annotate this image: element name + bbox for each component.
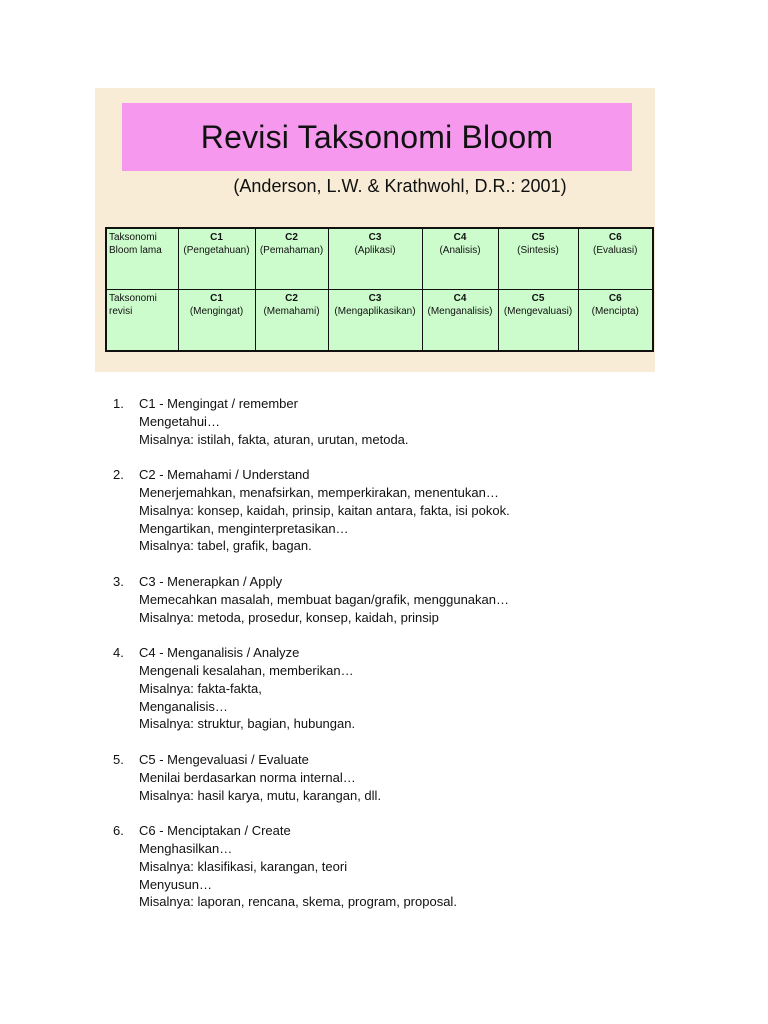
row-header [106,228,178,290]
list-item-line: Mengetahui… [139,413,220,429]
list-item-heading: C6 - Menciptakan / Create [139,823,291,839]
level-code: C6 [608,232,622,243]
list-item-line: Misalnya: tabel, grafik, bagan. [139,538,312,554]
level-code: C1 [210,293,223,304]
list-item-line: Mengartikan, menginterpretasikan… [139,520,349,536]
level-code: C2 [285,232,298,243]
level-code: C3 [368,232,382,243]
level-code: C1 [210,232,223,243]
table-cell [328,290,422,352]
table-row [106,228,653,290]
slide-title: Revisi Taksonomi Bloom [200,118,554,155]
list-item [113,395,733,448]
level-code: C4 [453,293,467,304]
row-header-line: Taksonomi [109,232,157,243]
title-banner [122,103,632,171]
table-cell [578,228,653,290]
level-code: C5 [531,232,545,243]
list-number: 6. [113,823,124,839]
level-label: (Mengevaluasi) [503,306,573,317]
slide-subtitle: (Anderson, L.W. & Krathwohl, D.R.: 2001) [233,176,567,196]
row-header-line: Taksonomi [109,293,157,304]
list-item-line: Misalnya: hasil karya, mutu, karangan, dll. [139,787,382,803]
row-header-line: Bloom lama [109,245,162,256]
level-label: (Memahami) [263,306,320,317]
slide-image [95,88,655,372]
level-label: (Mencipta) [591,306,639,317]
level-label: (Menganalisis) [427,306,493,317]
level-label: (Mengingat) [189,306,244,317]
list-item-line: Menerjemahkan, menafsirkan, memperkirakan, menentukan… [139,484,499,500]
level-code: C5 [531,293,545,304]
list-item-heading: C1 - Mengingat / remember [139,396,298,411]
list-number: 2. [113,467,124,483]
list-item [113,644,733,733]
list-item-line: Misalnya: konsep, kaidah, prinsip, kaitan antara, fakta, isi pokok. [139,502,510,518]
level-code: C2 [285,293,298,304]
list-item [113,573,733,626]
table-cell [178,290,255,352]
level-label: (Pemahaman) [259,245,324,256]
list-item-line: Misalnya: istilah, fakta, aturan, urutan, metoda. [139,431,409,447]
list-item [113,822,733,911]
level-label: (Aplikasi) [354,245,396,256]
list-item [113,751,733,804]
list-item [113,466,733,555]
row-header [106,290,178,352]
table-cell [255,290,328,352]
list-number: 1. [113,396,124,411]
level-label: (Pengetahuan) [183,245,250,256]
list-item-line: Mengenali kesalahan, memberikan… [139,662,354,678]
list-item-line: Menilai berdasarkan norma internal… [139,769,356,785]
level-code: C4 [453,232,467,243]
list-number: 4. [113,645,124,661]
table-cell [422,228,498,290]
table-cell [255,228,328,290]
list-item-line: Misalnya: fakta-fakta, [139,680,262,696]
table-cell [578,290,653,352]
list-item-line: Menganalisis… [139,698,228,714]
list-item-line: Menyusun… [139,876,212,892]
list-number: 5. [113,751,124,767]
list-item-line: Misalnya: klasifikasi, karangan, teori [139,858,348,874]
list-item-line: Misalnya: metoda, prosedur, konsep, kaidah, prinsip [139,609,439,625]
list-item-heading: C5 - Mengevaluasi / Evaluate [139,751,309,767]
list-item-heading: C4 - Menganalisis / Analyze [139,645,300,661]
table-cell [178,228,255,290]
list-item-heading: C2 - Memahami / Understand [139,467,310,483]
table-cell [328,228,422,290]
table-cell [422,290,498,352]
level-list [113,395,733,929]
row-header-line: revisi [109,306,133,317]
table-row [106,290,653,352]
level-code: C3 [368,293,382,304]
list-number: 3. [113,573,124,589]
level-label: (Analisis) [439,245,481,256]
list-item-line: Misalnya: struktur, bagian, hubungan. [139,716,356,732]
level-label: (Evaluasi) [593,245,638,256]
level-code: C6 [608,293,622,304]
list-item-line: Menghasilkan… [139,840,233,856]
list-item-line: Memecahkan masalah, membuat bagan/grafik, menggunakan… [139,591,509,607]
level-label: (Mengaplikasikan) [334,306,416,317]
list-item-heading: C3 - Menerapkan / Apply [139,573,283,589]
list-item-line: Misalnya: laporan, rencana, skema, program, proposal. [139,894,457,910]
level-label: (Sintesis) [517,245,559,256]
table-cell [498,228,578,290]
table-cell [498,290,578,352]
taxonomy-table [105,227,654,352]
